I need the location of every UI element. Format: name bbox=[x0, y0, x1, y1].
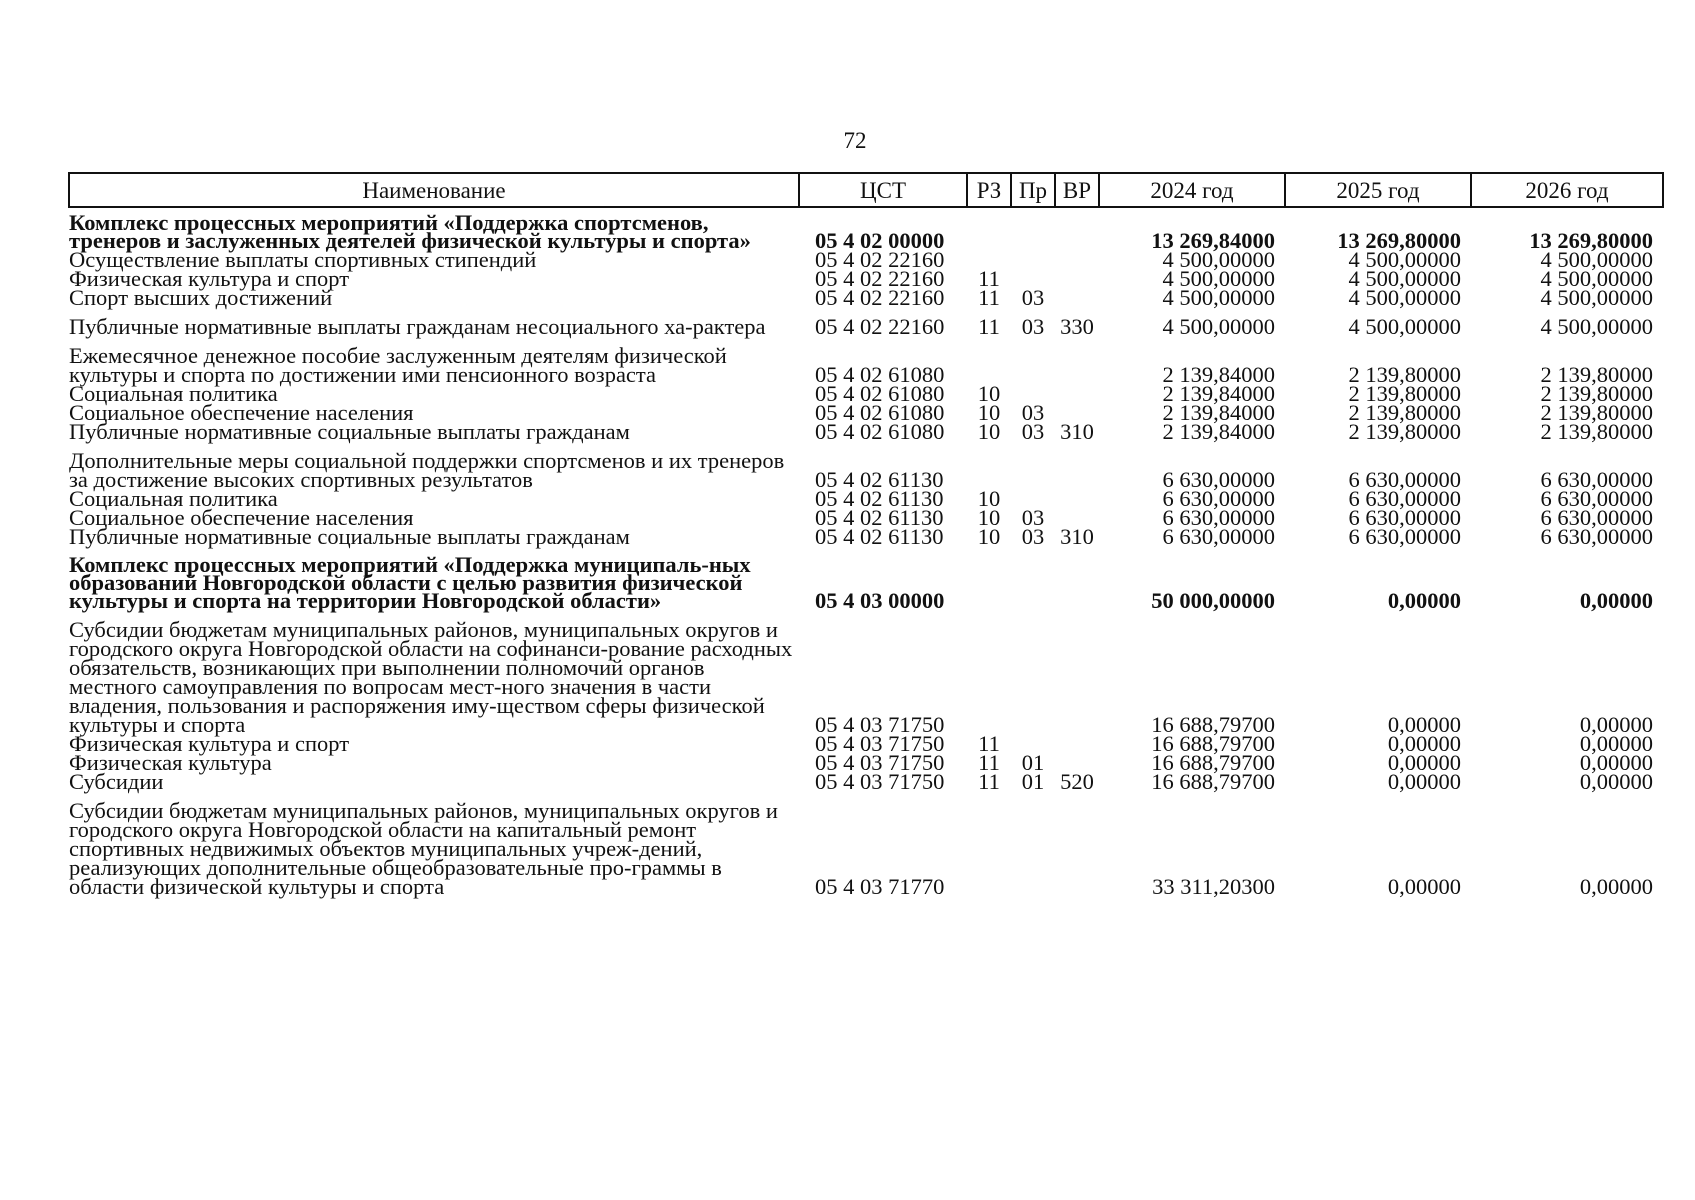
cell-2024: 2 139,84000 bbox=[1162, 362, 1275, 387]
cell-2025: 6 630,00000 bbox=[1348, 486, 1461, 511]
cell-name: Физическая культура bbox=[69, 750, 272, 775]
cell-2025: 6 630,00000 bbox=[1348, 467, 1461, 492]
cell-2024: 2 139,84000 bbox=[1162, 381, 1275, 406]
cell-2024: 6 630,00000 bbox=[1162, 505, 1275, 530]
cell-rz: 10 bbox=[977, 381, 1001, 406]
header-2024: 2024 год bbox=[1099, 173, 1285, 207]
cell-name: Социальная политика bbox=[69, 381, 278, 406]
cell-name: Осуществление выплаты спортивных стипендий bbox=[69, 247, 537, 272]
cell-cst: 05 4 02 22160 bbox=[815, 314, 945, 339]
cell-rz: 11 bbox=[978, 285, 1000, 310]
cell-cst: 05 4 02 61080 bbox=[815, 400, 945, 425]
cell-rz: 11 bbox=[978, 750, 1000, 775]
table-row bbox=[69, 307, 1663, 336]
cell-vr bbox=[1055, 489, 1099, 508]
cell-cst: 05 4 02 61130 bbox=[815, 467, 944, 492]
cell-2026: 2 139,80000 bbox=[1540, 362, 1653, 387]
cell-cst: 05 4 03 71750 bbox=[815, 731, 945, 756]
cell-cst: 05 4 02 22160 bbox=[815, 285, 945, 310]
header-row bbox=[69, 173, 1663, 207]
cell-rz bbox=[967, 336, 1011, 384]
cell-2026: 13 269,80000 bbox=[1529, 228, 1653, 253]
cell-pr: 03 bbox=[1021, 419, 1045, 444]
cell-name: Физическая культура и спорт bbox=[69, 266, 350, 291]
cell-vr bbox=[1055, 336, 1099, 384]
cell-name: Социальное обеспечение населения bbox=[69, 505, 414, 530]
cell-2026: 4 500,00000 bbox=[1540, 266, 1653, 291]
cell-2025: 0,00000 bbox=[1387, 712, 1461, 737]
cell-vr bbox=[1055, 288, 1099, 307]
cell-2024: 2 139,84000 bbox=[1162, 419, 1275, 444]
cell-vr: 330 bbox=[1060, 314, 1094, 339]
table-row bbox=[69, 441, 1663, 489]
cell-cst: 05 4 03 71750 bbox=[815, 712, 945, 737]
cell-cst: 05 4 02 61080 bbox=[815, 362, 945, 387]
cell-rz: 10 bbox=[977, 486, 1001, 511]
cell-2025: 2 139,80000 bbox=[1348, 400, 1461, 425]
cell-pr bbox=[1011, 207, 1055, 250]
cell-2026: 0,00000 bbox=[1579, 588, 1653, 613]
cell-pr: 03 bbox=[1021, 314, 1045, 339]
header-cst: ЦСТ bbox=[799, 173, 967, 207]
cell-2026: 2 139,80000 bbox=[1540, 381, 1653, 406]
cell-2024: 2 139,84000 bbox=[1162, 400, 1275, 425]
cell-2025: 4 500,00000 bbox=[1348, 266, 1461, 291]
cell-2025: 6 630,00000 bbox=[1348, 505, 1461, 530]
cell-2025: 0,00000 bbox=[1387, 588, 1461, 613]
cell-rz bbox=[967, 791, 1011, 896]
cell-2026: 6 630,00000 bbox=[1540, 505, 1653, 530]
cell-2024: 13 269,84000 bbox=[1151, 228, 1275, 253]
cell-cst: 05 4 02 22160 bbox=[815, 247, 945, 272]
cell-2025: 13 269,80000 bbox=[1337, 228, 1461, 253]
cell-vr bbox=[1055, 384, 1099, 403]
cell-cst: 05 4 02 00000 bbox=[815, 228, 945, 253]
page-number: 72 bbox=[843, 128, 867, 153]
cell-2024: 33 311,20300 bbox=[1152, 874, 1275, 899]
cell-2024: 6 630,00000 bbox=[1162, 486, 1275, 511]
cell-2026: 4 500,00000 bbox=[1540, 285, 1653, 310]
cell-2024: 4 500,00000 bbox=[1162, 285, 1275, 310]
table-header bbox=[69, 173, 1663, 207]
cell-pr: 03 bbox=[1021, 285, 1045, 310]
cell-pr bbox=[1011, 791, 1055, 896]
cell-cst: 05 4 02 61130 bbox=[815, 524, 944, 549]
cell-2026: 0,00000 bbox=[1579, 731, 1653, 756]
cell-2026: 6 630,00000 bbox=[1540, 524, 1653, 549]
cell-vr bbox=[1055, 207, 1099, 250]
cell-name: Комплекс процессных мероприятий «Поддержка муниципаль-ных образований Новгородской области с целью развития физической культуры и спорта на территории Новгородской области» bbox=[69, 552, 751, 613]
cell-rz bbox=[967, 610, 1011, 734]
cell-name: Спорт высших достижений bbox=[69, 285, 333, 310]
table-body bbox=[69, 207, 1663, 899]
cell-vr bbox=[1055, 791, 1099, 896]
cell-2026: 2 139,80000 bbox=[1540, 400, 1653, 425]
cell-name: Публичные нормативные выплаты гражданам несоциального ха-рактера bbox=[69, 314, 766, 339]
cell-2026: 2 139,80000 bbox=[1540, 419, 1653, 444]
header-pr: Пр bbox=[1011, 173, 1055, 207]
cell-2024: 16 688,79700 bbox=[1151, 731, 1275, 756]
table-row bbox=[69, 207, 1663, 250]
cell-2025: 0,00000 bbox=[1387, 769, 1461, 794]
cell-2024: 6 630,00000 bbox=[1162, 467, 1275, 492]
cell-name: Ежемесячное денежное пособие заслуженным деятелям физической культуры и спорта по достижении ими пенсионного возраста bbox=[69, 343, 727, 387]
cell-rz bbox=[967, 441, 1011, 489]
cell-2026: 0,00000 bbox=[1579, 712, 1653, 737]
cell-2026: 6 630,00000 bbox=[1540, 486, 1653, 511]
cell-name: Комплекс процессных мероприятий «Поддержка спортсменов, тренеров и заслуженных деятелей физической культуры и спорта» bbox=[69, 210, 751, 253]
table-row bbox=[69, 336, 1663, 384]
cell-2024: 6 630,00000 bbox=[1162, 524, 1275, 549]
cell-pr bbox=[1011, 610, 1055, 734]
cell-2024: 16 688,79700 bbox=[1151, 712, 1275, 737]
cell-vr: 310 bbox=[1060, 524, 1094, 549]
cell-rz bbox=[967, 546, 1011, 610]
header-name: Наименование bbox=[69, 173, 799, 207]
cell-pr: 03 bbox=[1021, 524, 1045, 549]
cell-2025: 2 139,80000 bbox=[1348, 381, 1461, 406]
cell-vr: 520 bbox=[1060, 769, 1094, 794]
cell-2025: 6 630,00000 bbox=[1348, 524, 1461, 549]
cell-cst: 05 4 03 71770 bbox=[815, 874, 945, 899]
cell-rz: 10 bbox=[977, 400, 1001, 425]
table-row bbox=[69, 527, 1663, 546]
cell-rz: 10 bbox=[977, 524, 1001, 549]
cell-pr bbox=[1011, 546, 1055, 610]
cell-2025: 4 500,00000 bbox=[1348, 247, 1461, 272]
table-row bbox=[69, 546, 1663, 610]
cell-cst: 05 4 03 00000 bbox=[815, 588, 945, 613]
cell-cst: 05 4 03 71750 bbox=[815, 750, 945, 775]
cell-2024: 50 000,00000 bbox=[1151, 588, 1275, 613]
cell-rz: 11 bbox=[978, 266, 1000, 291]
cell-name: Субсидии bbox=[69, 769, 164, 794]
cell-2025: 4 500,00000 bbox=[1348, 314, 1461, 339]
cell-2025: 2 139,80000 bbox=[1348, 419, 1461, 444]
header-vr: ВР bbox=[1055, 173, 1099, 207]
cell-name: Физическая культура и спорт bbox=[69, 731, 350, 756]
cell-cst: 05 4 02 22160 bbox=[815, 266, 945, 291]
cell-pr bbox=[1011, 250, 1055, 269]
cell-vr: 310 bbox=[1060, 419, 1094, 444]
cell-2025: 0,00000 bbox=[1387, 874, 1461, 899]
cell-pr bbox=[1011, 336, 1055, 384]
cell-pr bbox=[1011, 441, 1055, 489]
cell-vr bbox=[1055, 269, 1099, 288]
cell-2024: 4 500,00000 bbox=[1162, 247, 1275, 272]
cell-name: Социальная политика bbox=[69, 486, 278, 511]
cell-2026: 6 630,00000 bbox=[1540, 467, 1653, 492]
budget-table bbox=[68, 172, 1664, 899]
cell-name: Публичные нормативные социальные выплаты гражданам bbox=[69, 419, 630, 444]
cell-name: Дополнительные меры социальной поддержки спортсменов и их тренеров за достижение высоких спортивных результатов bbox=[69, 448, 785, 492]
cell-2024: 4 500,00000 bbox=[1162, 314, 1275, 339]
cell-2025: 2 139,80000 bbox=[1348, 362, 1461, 387]
cell-rz: 10 bbox=[977, 505, 1001, 530]
header-2026: 2026 год bbox=[1471, 173, 1663, 207]
cell-cst: 05 4 02 61080 bbox=[815, 381, 945, 406]
cell-2026: 0,00000 bbox=[1579, 769, 1653, 794]
cell-2024: 16 688,79700 bbox=[1151, 769, 1275, 794]
cell-name: Социальное обеспечение населения bbox=[69, 400, 414, 425]
cell-2025: 0,00000 bbox=[1387, 750, 1461, 775]
cell-vr bbox=[1055, 546, 1099, 610]
cell-2026: 4 500,00000 bbox=[1540, 247, 1653, 272]
cell-2025: 4 500,00000 bbox=[1348, 285, 1461, 310]
cell-cst: 05 4 02 61130 bbox=[815, 486, 944, 511]
cell-rz: 10 bbox=[977, 419, 1001, 444]
cell-2025: 0,00000 bbox=[1387, 731, 1461, 756]
cell-rz: 11 bbox=[978, 731, 1000, 756]
cell-2024: 16 688,79700 bbox=[1151, 750, 1275, 775]
cell-cst: 05 4 02 61080 bbox=[815, 419, 945, 444]
cell-cst: 05 4 03 71750 bbox=[815, 769, 945, 794]
cell-2026: 0,00000 bbox=[1579, 750, 1653, 775]
header-2025: 2025 год bbox=[1285, 173, 1471, 207]
cell-2026: 0,00000 bbox=[1579, 874, 1653, 899]
cell-name: Субсидии бюджетам муниципальных районов, муниципальных округов и городского округа Новгородской области на капитальный ремонт спортивных недвижимых объектов муниципальных учреж-дений, реализующих дополнительные общеобразовательные про-граммы в области физической культуры и спорта bbox=[69, 798, 778, 899]
table-row bbox=[69, 772, 1663, 791]
cell-vr bbox=[1055, 441, 1099, 489]
cell-vr bbox=[1055, 250, 1099, 269]
cell-name: Публичные нормативные социальные выплаты гражданам bbox=[69, 524, 630, 549]
cell-vr bbox=[1055, 734, 1099, 753]
cell-rz bbox=[967, 207, 1011, 250]
cell-2026: 4 500,00000 bbox=[1540, 314, 1653, 339]
table-row bbox=[69, 791, 1663, 896]
cell-pr: 03 bbox=[1021, 505, 1045, 530]
cell-pr: 01 bbox=[1021, 750, 1045, 775]
cell-rz: 11 bbox=[978, 769, 1000, 794]
cell-pr: 03 bbox=[1021, 400, 1045, 425]
cell-vr bbox=[1055, 610, 1099, 734]
cell-pr: 01 bbox=[1021, 769, 1045, 794]
cell-name: Субсидии бюджетам муниципальных районов, муниципальных округов и городского округа Новгородской области на софинанси-рование расходных обязательств, возникающих при выполнении полномочий органов местного самоуправления по вопросам мест-ного значения в части владения, пользования и распоряжения иму-ществом сферы физической культуры и спорта bbox=[69, 617, 793, 737]
table-row bbox=[69, 610, 1663, 734]
table-row bbox=[69, 288, 1663, 307]
cell-cst: 05 4 02 61130 bbox=[815, 505, 944, 530]
header-rz: РЗ bbox=[967, 173, 1011, 207]
cell-rz: 11 bbox=[978, 314, 1000, 339]
cell-2024: 4 500,00000 bbox=[1162, 266, 1275, 291]
table-row bbox=[69, 422, 1663, 441]
